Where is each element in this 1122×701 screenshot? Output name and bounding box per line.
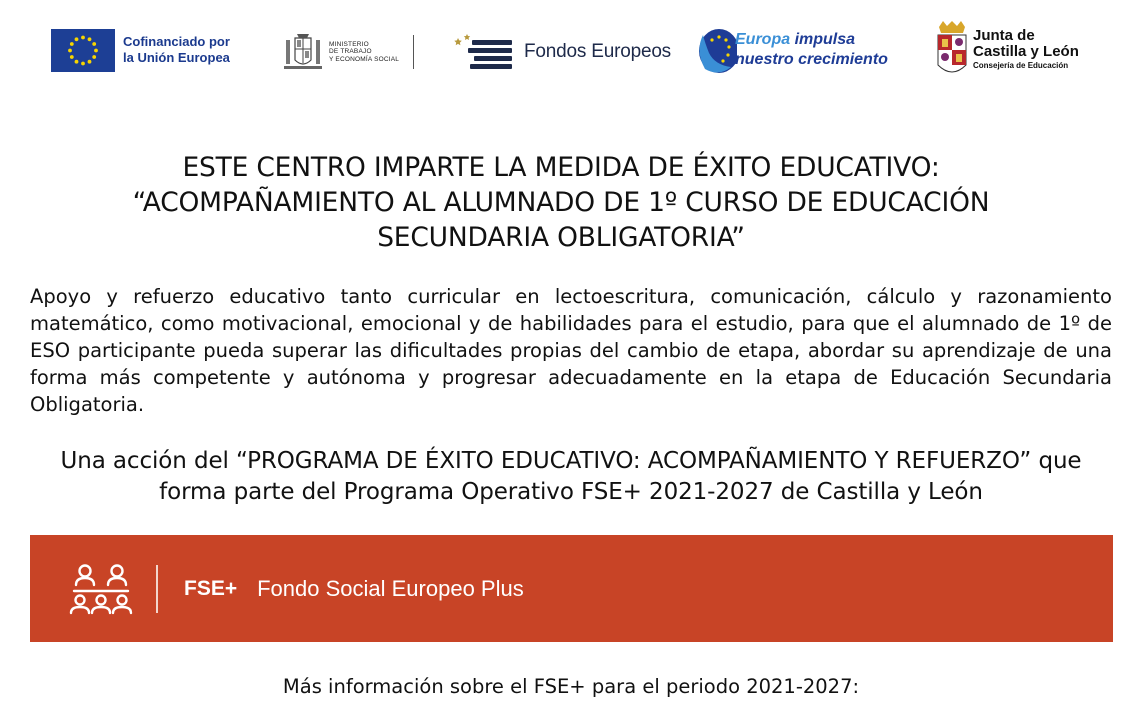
logo-bar [0, 0, 1122, 110]
ministerio-line2: DE TRABAJO [329, 48, 372, 56]
description-paragraph: Apoyo y refuerzo educativo tanto curricular en lectoescritura, comunicación, cálculo y razonamiento matemático, como motivacional, emocional y de habilidades para el estudio, para que el alumnado de 1º de ESO participante pueda superar las dificultades propias del cambio de etapa, abordar su aprendizaje de una forma más competente y autónoma y progresar adecuadamente en la etapa de Educación Secundaria Obligatoria. [30, 285, 1112, 416]
ministerio-logo [283, 30, 414, 74]
ministerio-divider [413, 35, 414, 69]
castilla-leon-shield-icon [935, 21, 969, 79]
accion-paragraph: Una acción del “PROGRAMA DE ÉXITO EDUCATIVO: ACOMPAÑAMIENTO Y REFUERZO” que forma parte del Programa Operativo FSE+ 2021-2027 de Castilla y León [60, 448, 1082, 505]
eu-logo-line1: Cofinanciado por [123, 34, 230, 49]
title-line3: SECUNDARIA OBLIGATORIA” [377, 222, 745, 253]
fse-plus-banner [30, 535, 1113, 642]
europa-word: Europa [735, 31, 791, 48]
junta-line3: Consejería de Educación [973, 61, 1069, 70]
fondo-social-europeo-plus-label: Fondo Social Europeo Plus [257, 575, 524, 601]
junta-castilla-leon-logo [935, 14, 1079, 86]
title-line1: ESTE CENTRO IMPARTE LA MEDIDA DE ÉXITO EDUCATIVO: [182, 152, 940, 183]
junta-line1: Junta de [973, 27, 1035, 44]
europa-impulsa-logo [697, 22, 888, 78]
junta-line2: Castilla y León [973, 43, 1079, 60]
more-info-text: Más información sobre el FSE+ para el periodo 2021-2027: [282, 675, 860, 698]
title-line2: “ACOMPAÑAMIENTO AL ALUMNADO DE 1º CURSO DE EDUCACIÓN [132, 187, 990, 218]
eu-logo-line2: la Unión Europea [123, 50, 230, 65]
impulsa-word: impulsa [794, 31, 856, 48]
banner-divider [156, 565, 158, 613]
europa-impulsa-emblem-icon [697, 25, 737, 75]
fondos-europeos-label: Fondos Europeos [524, 41, 671, 62]
eu-cofinancing-logo [51, 28, 230, 72]
ministerio-line1: MINISTERIO [329, 40, 369, 48]
ministerio-line3: Y ECONOMÍA SOCIAL [329, 55, 400, 63]
spain-coat-of-arms-icon [283, 30, 323, 74]
fondos-europeos-logo [454, 30, 671, 74]
fondos-europeos-flag-icon [454, 32, 516, 72]
europa-impulsa-line2: nuestro crecimiento [735, 51, 888, 68]
eu-flag-icon [51, 29, 115, 72]
page-title [40, 150, 1082, 255]
fse-plus-label: FSE+ [184, 576, 238, 600]
people-group-icon [68, 563, 134, 615]
